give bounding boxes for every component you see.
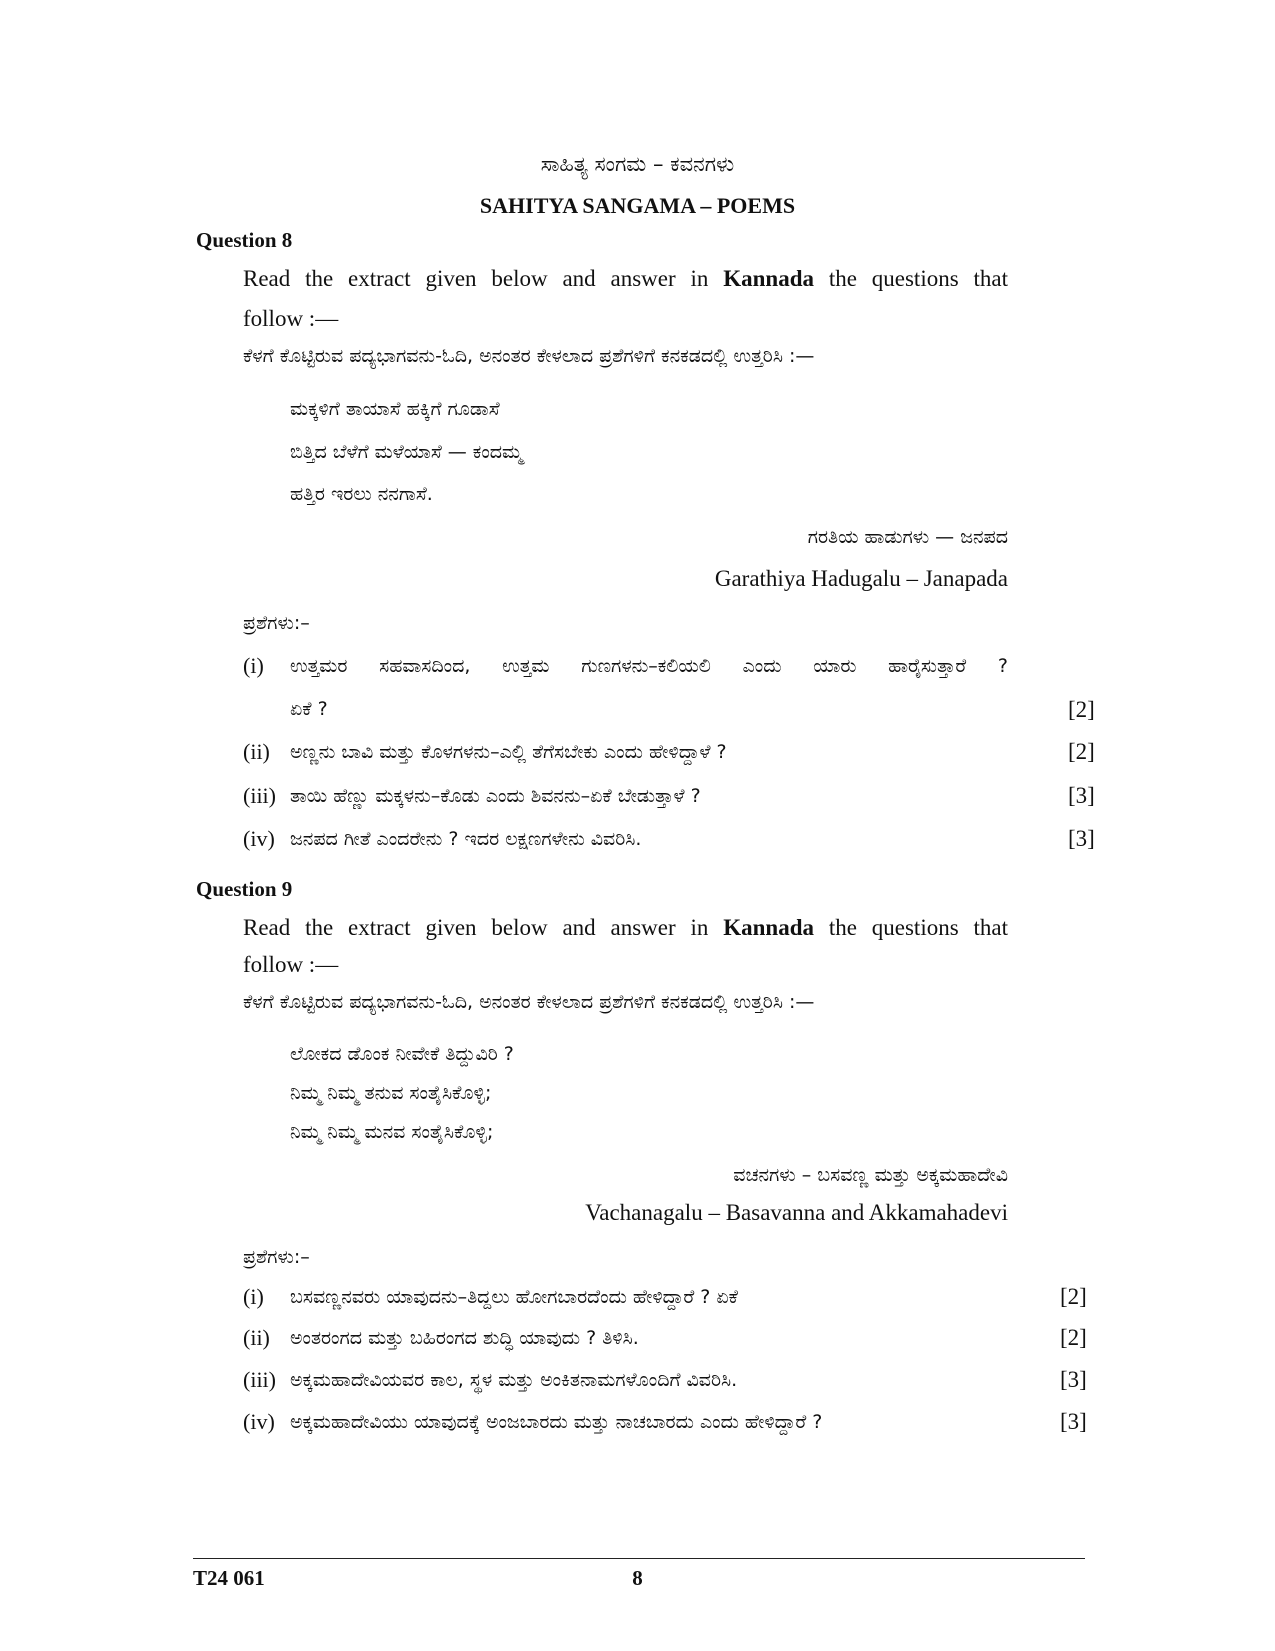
question-9-follow: follow :— [243,952,339,977]
source-kannada: ಗರತಿಯ ಹಾಡುಗಳು — ಜನಪದ [807,526,1008,548]
question-text: ಅಕ್ಕಮಹಾದೇವಿಯು ಯಾವುದಕ್ಕೆ ಅಂಜಬಾರದು ಮತ್ತು ನಾಚಬಾರದು ಎಂದು ಹೇಳಿದ್ದಾರೆ ? [290,1411,823,1433]
question-number: (iv) [243,826,275,851]
marks: [2] [1068,697,1095,722]
poem-line: ಹತ್ತಿರ ಇರಲು ನನಗಾಸೆ. [290,483,433,505]
question-text: ಉತ್ತಮರ ಸಹವಾಸದಿಂದ, ಉತ್ತಮ ಗುಣಗಳನು–ಕಲಿಯಲಿ ಎಂದು ಯಾರು ಹಾರೈಸುತ್ತಾರೆ ? [290,655,1008,677]
poem-line: ನಿಮ್ಮ ನಿಮ್ಮ ತನುವ ಸಂತೈಸಿಕೊಳ್ಳಿ; [290,1082,492,1104]
instruction-text-end: the questions that [828,266,1008,291]
instruction-text-end: the questions that [828,915,1008,940]
question-9-instruction [243,915,1008,941]
source-kannada: ವಚನಗಳು – ಬಸವಣ್ಣ ಮತ್ತು ಅಕ್ಕಮಹಾದೇವಿ [733,1164,1008,1186]
instruction-bold: Kannada [723,266,814,291]
question-number: (iii) [243,1367,276,1392]
section-title-english: SAHITYA SANGAMA – POEMS [479,193,796,218]
question-text: ಬಸವಣ್ಣನವರು ಯಾವುದನು–ತಿದ್ದಲು ಹೋಗಬಾರದೆಂದು ಹೇಳಿದ್ದಾರೆ ? ಏಕೆ [290,1286,738,1308]
question-number: (ii) [243,1325,270,1350]
footer-rule [193,1558,1085,1559]
marks: [3] [1068,783,1095,808]
question-number: (i) [243,1284,264,1309]
question-number: (i) [243,653,264,678]
marks: [2] [1068,739,1095,764]
questions-label: ಪ್ರಶೆಗಳು:– [243,612,310,634]
instruction-text: Read the extract given below and answer in [243,915,709,940]
question-8-heading: Question 8 [196,228,293,252]
poem-line: ಮಕ್ಕಳಿಗೆ ತಾಯಾಸೆ ಹಕ್ಕಿಗೆ ಗೂಡಾಸೆ [290,398,500,420]
question-8-follow: follow :— [243,306,339,331]
marks: [3] [1068,826,1095,851]
question-8-instruction [243,266,1008,292]
instruction-bold: Kannada [723,915,814,940]
page-number: 8 [632,1566,643,1590]
question-number: (ii) [243,739,270,764]
question-text: ಅಣ್ಣನು ಬಾವಿ ಮತ್ತು ಕೊಳಗಳನು–ಎಲ್ಲಿ ತೆಗೆಸಬೇಕು ಎಂದು ಹೇಳಿದ್ದಾಳೆ ? [290,741,727,763]
source-english: Vachanagalu – Basavanna and Akkamahadevi [585,1200,1008,1225]
poem-line: ಬಿತ್ತಿದ ಬೆಳೆಗೆ ಮಳೆಯಾಸೆ — ಕಂದಮ್ಮ [290,441,523,463]
marks: [3] [1060,1367,1087,1392]
question-number: (iii) [243,783,276,808]
question-text: ಅಕ್ಕಮಹಾದೇವಿಯವರ ಕಾಲ, ಸ್ಥಳ ಮತ್ತು ಅಂಕಿತನಾಮಗಳೊಂದಿಗೆ ವಿವರಿಸಿ. [290,1369,738,1391]
question-text: ತಾಯಿ ಹೆಣ್ಣು ಮಕ್ಕಳನು–ಕೊಡು ಎಂದು ಶಿವನನು–ಏಕೆ ಬೇಡುತ್ತಾಳೆ ? [290,785,701,807]
poem-line: ನಿಮ್ಮ ನಿಮ್ಮ ಮನವ ಸಂತೈಸಿಕೊಳ್ಳಿ; [290,1121,494,1143]
marks: [3] [1060,1409,1087,1434]
marks: [2] [1060,1284,1087,1309]
section-title-kannada: ಸಾಹಿತ್ಯ ಸಂಗಮ – ಕವನಗಳು [540,152,735,176]
question-8-instruction-kannada: ಕೆಳಗೆ ಕೊಟ್ಟಿರುವ ಪದ್ಯಭಾಗವನು-ಓದಿ, ಅನಂತರ ಕೇಳಲಾದ ಪ್ರಶೆಗಳಿಗೆ ಕನಕಡದಲ್ಲಿ ಉತ್ತರಿಸಿ :— [243,345,815,367]
question-text: ಜನಪದ ಗೀತೆ ಎಂದರೇನು ? ಇದರ ಲಕ್ಷಣಗಳೇನು ವಿವರಿಸಿ. [290,828,642,850]
source-english: Garathiya Hadugalu – Janapada [714,566,1008,591]
marks: [2] [1060,1325,1087,1350]
question-9-instruction-kannada: ಕೆಳಗೆ ಕೊಟ್ಟಿರುವ ಪದ್ಯಭಾಗವನು-ಓದಿ, ಅನಂತರ ಕೇಳಲಾದ ಪ್ರಶೆಗಳಿಗೆ ಕನಕಡದಲ್ಲಿ ಉತ್ತರಿಸಿ :— [243,991,815,1013]
question-9-heading: Question 9 [196,877,293,901]
question-text-continued: ಏಕೆ ? [290,698,328,720]
questions-label: ಪ್ರಶೆಗಳು:– [243,1246,310,1268]
instruction-text: Read the extract given below and answer in [243,266,709,291]
question-number: (iv) [243,1409,275,1434]
poem-line: ಲೋಕದ ಡೊಂಕ ನೀವೇಕೆ ತಿದ್ದುವಿರಿ ? [290,1043,514,1065]
paper-code: T24 061 [193,1566,265,1590]
question-text: ಅಂತರಂಗದ ಮತ್ತು ಬಹಿರಂಗದ ಶುದ್ಧಿ ಯಾವುದು ? ತಿಳಿಸಿ. [290,1327,639,1349]
